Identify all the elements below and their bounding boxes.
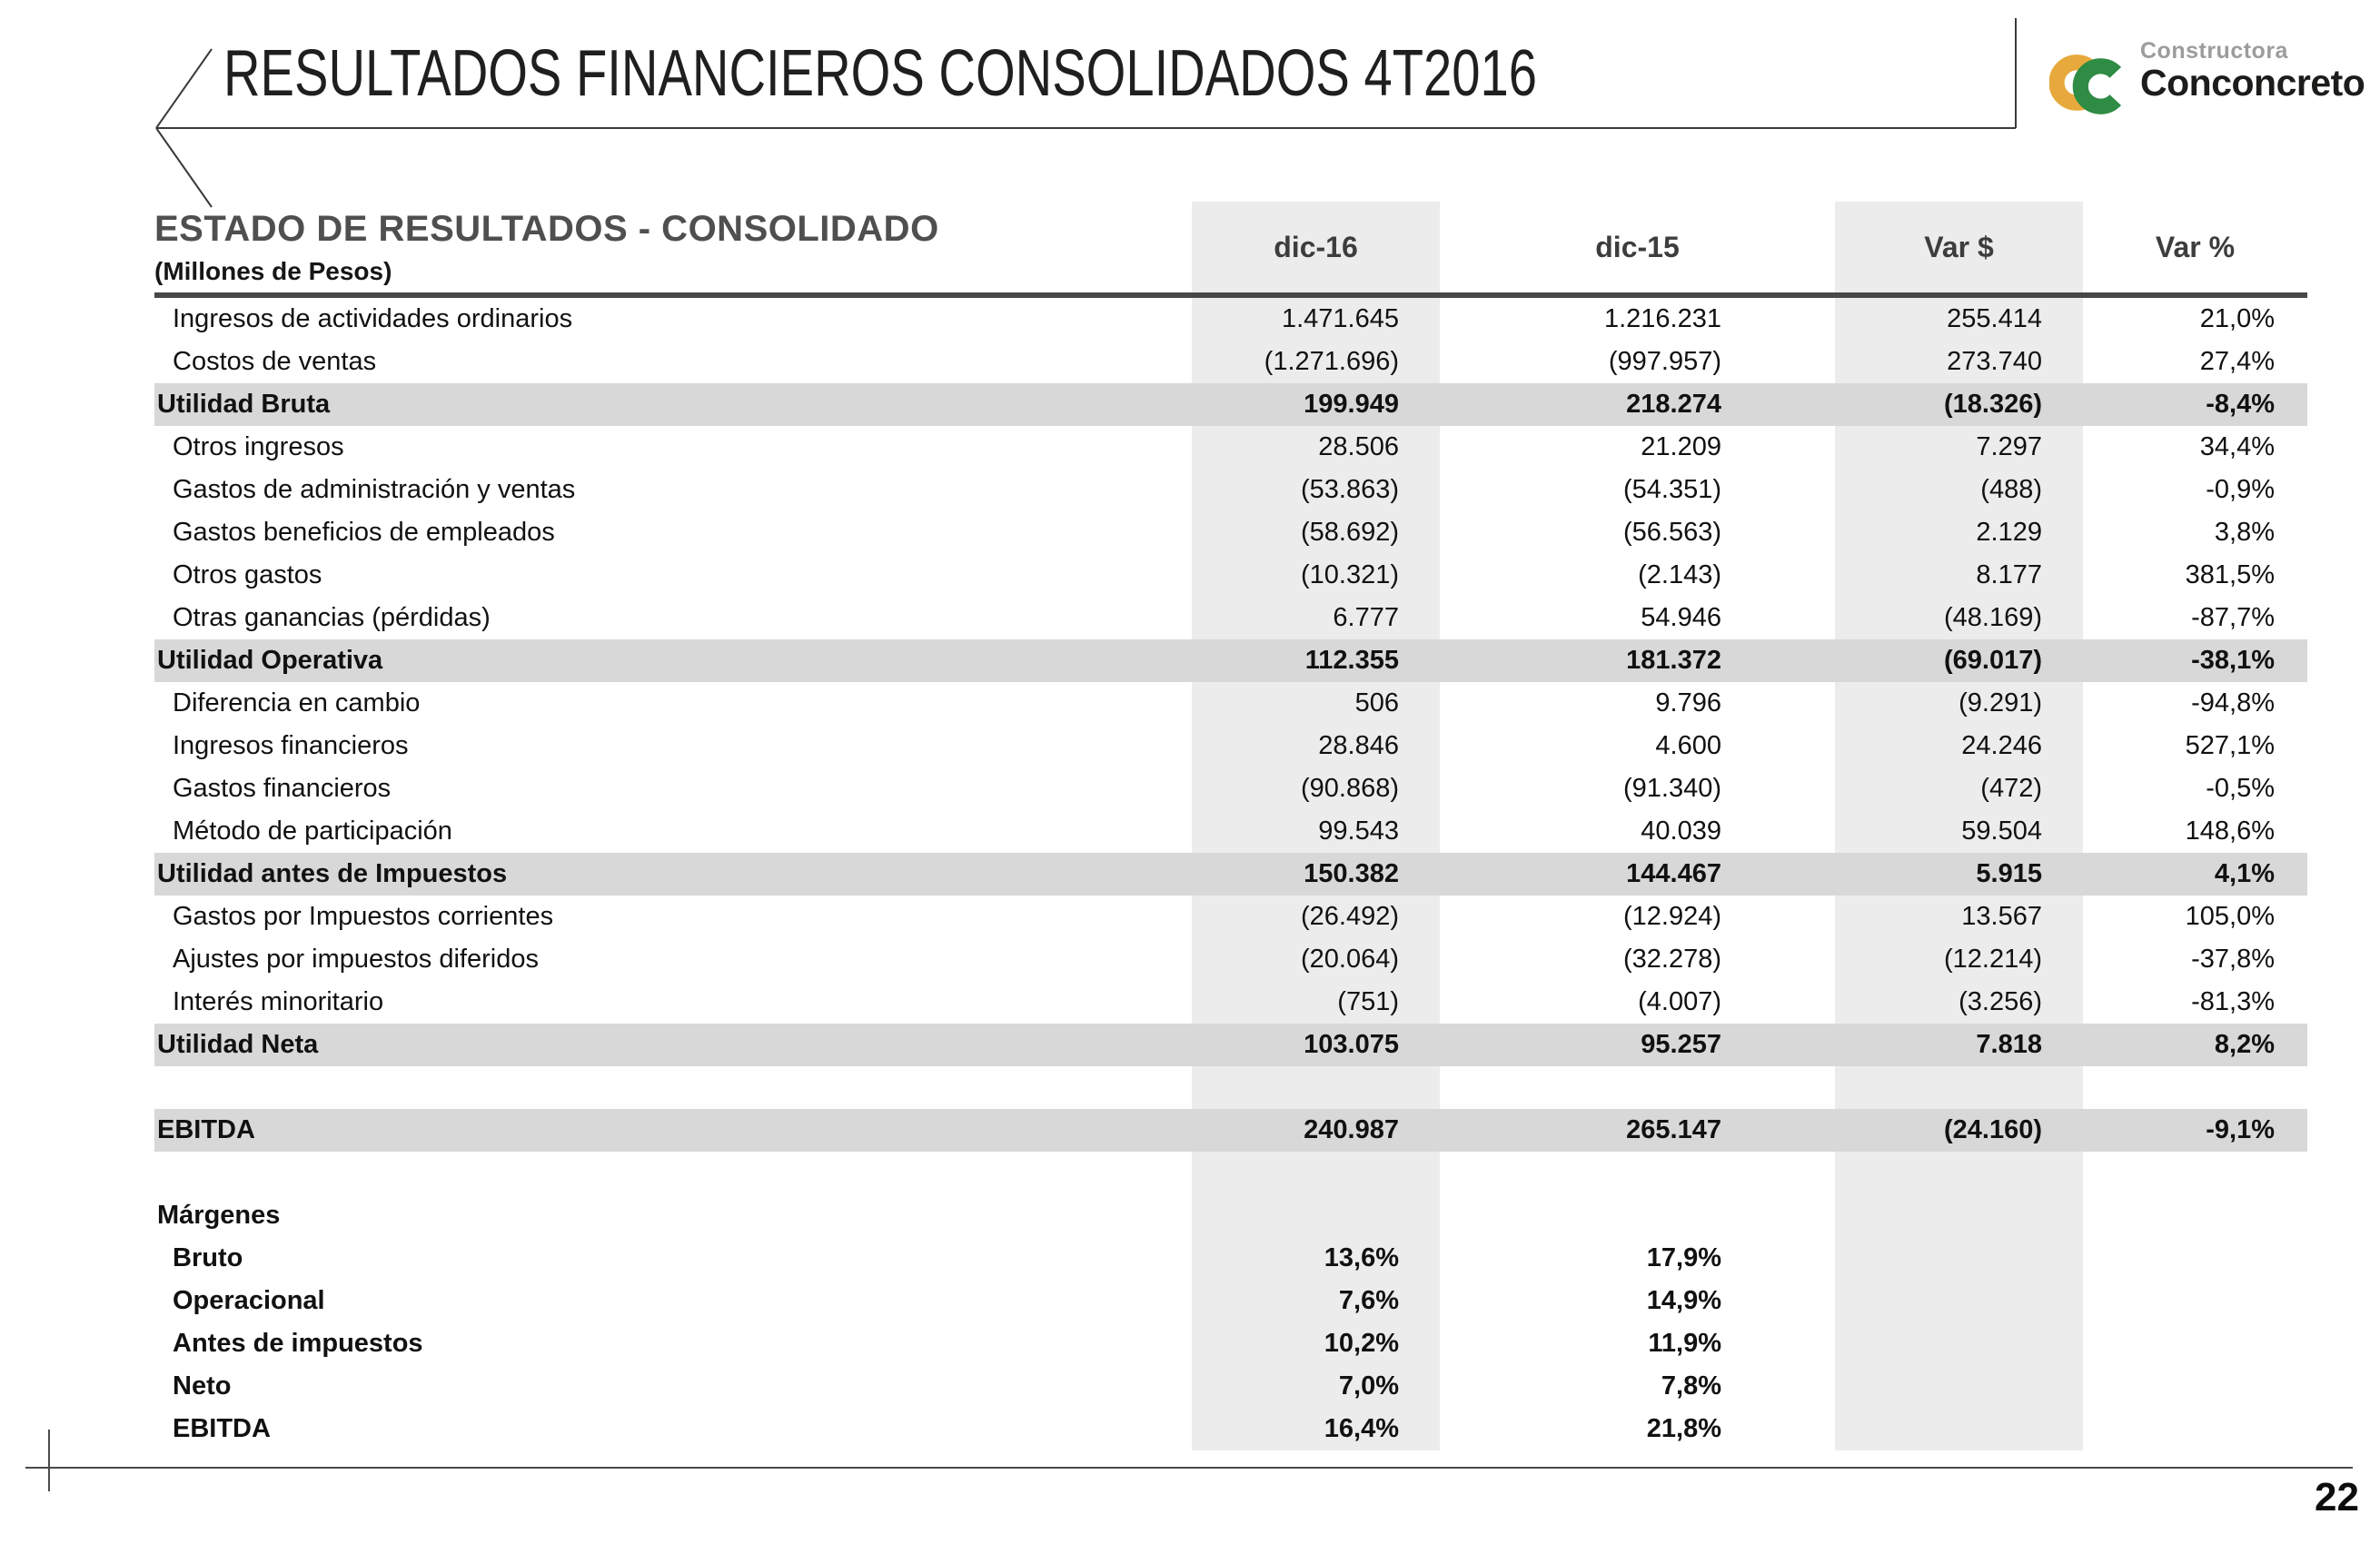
table-row (154, 1152, 2307, 1194)
row-label: Gastos financieros (173, 774, 392, 803)
cell-var-s: (48.169) (1835, 597, 2083, 639)
cell-var-p: -38,1% (2191, 646, 2275, 675)
cell-var-s (1835, 1408, 2083, 1450)
cell-var-s (1835, 1152, 2083, 1194)
cell-dic15: 218.274 (1626, 390, 1721, 419)
cell-dic15: (12.924) (1622, 902, 1721, 931)
cell-var-s (1835, 1066, 2083, 1109)
cell-var-s: (472) (1835, 767, 2083, 810)
cell-dic15: 95.257 (1641, 1030, 1721, 1059)
cell-var-s: (18.326) (1943, 390, 2042, 419)
cell-var-p (2083, 1194, 2307, 1237)
cell-var-p: 527,1% (2185, 731, 2275, 760)
cell-var-p: 3,8% (2214, 518, 2275, 547)
cell-var-s: 13.567 (1835, 896, 2083, 938)
cell-var-p: -87,7% (2191, 603, 2275, 632)
row-label: Costos de ventas (173, 347, 377, 376)
row-label: Ingresos de actividades ordinarios (173, 304, 573, 333)
cell-dic15: (56.563) (1622, 518, 1721, 547)
cell-var-p: -0,9% (2206, 475, 2275, 504)
logo-c-green (2080, 66, 2115, 106)
row-label: Diferencia en cambio (173, 688, 421, 718)
cell-var-p: 21,0% (2199, 304, 2275, 333)
cell-var-p: 27,4% (2199, 347, 2275, 376)
table-body (154, 298, 2307, 1450)
table-subtitle: (Millones de Pesos) (154, 256, 392, 285)
table-row (154, 511, 2307, 554)
cell-dic15: 54.946 (1641, 603, 1721, 632)
table-row (154, 1066, 2307, 1109)
row-label: Otros gastos (173, 560, 322, 589)
cell-dic16: (26.492) (1192, 896, 1440, 938)
cell-var-p: -9,1% (2206, 1115, 2275, 1144)
cell-dic15: 4.600 (1655, 731, 1721, 760)
cell-dic16: 28.506 (1192, 426, 1440, 469)
row-label: Bruto (173, 1243, 243, 1272)
cell-dic15: (32.278) (1622, 945, 1721, 974)
table-row (154, 725, 2307, 767)
cell-var-p: -81,3% (2191, 987, 2275, 1016)
table-row (154, 1280, 2307, 1322)
cell-dic16 (1192, 1152, 1440, 1194)
income-statement-table (154, 202, 2307, 1450)
cell-var-s: (69.017) (1943, 646, 2042, 675)
row-label: Gastos beneficios de empleados (173, 518, 555, 547)
table-row (154, 554, 2307, 597)
row-label: Utilidad Bruta (157, 390, 331, 419)
row-label: Gastos por Impuestos corrientes (173, 902, 554, 931)
cell-var-s (1835, 1237, 2083, 1280)
page-title (223, 36, 1537, 111)
cell-dic16: (58.692) (1192, 511, 1440, 554)
cell-var-s (1835, 1194, 2083, 1237)
table-row (154, 896, 2307, 938)
logo-cc-icon (2049, 38, 2137, 133)
cell-dic15: 9.796 (1655, 688, 1721, 718)
row-label: Ajustes por impuestos diferidos (173, 945, 539, 974)
column-header-var-p: Var % (2155, 230, 2236, 263)
cell-dic16: 10,2% (1192, 1322, 1440, 1365)
cell-var-s: 5.915 (1976, 859, 2042, 888)
table-row (154, 767, 2307, 810)
cell-var-s (1835, 1280, 2083, 1322)
cell-dic15: (997.957) (1608, 347, 1721, 376)
cell-var-s: 8.177 (1835, 554, 2083, 597)
cell-dic15: 1.216.231 (1603, 304, 1721, 333)
row-label: Operacional (173, 1286, 325, 1315)
company-logo (2049, 20, 2365, 133)
cell-dic16: 112.355 (1304, 646, 1399, 675)
cell-var-s: 24.246 (1835, 725, 2083, 767)
cell-dic15: 181.372 (1626, 646, 1721, 675)
cell-dic16: 506 (1192, 682, 1440, 725)
cell-dic15: 40.039 (1641, 817, 1721, 846)
cell-var-s: (3.256) (1835, 981, 2083, 1024)
cell-dic15: (54.351) (1622, 475, 1721, 504)
cell-dic16 (1192, 1066, 1440, 1109)
cell-dic15: 14,9% (1646, 1286, 1721, 1315)
cell-dic15: 21,8% (1646, 1414, 1721, 1443)
row-label: EBITDA (173, 1414, 271, 1443)
cell-var-s: (24.160) (1943, 1115, 2042, 1144)
cell-dic15 (1440, 1152, 1835, 1194)
cell-var-p (2083, 1152, 2307, 1194)
table-title: ESTADO DE RESULTADOS - CONSOLIDADO (154, 208, 939, 249)
table-row (154, 1109, 2307, 1152)
cell-dic15: 11,9% (1648, 1329, 1721, 1358)
cell-var-p: 34,4% (2199, 432, 2275, 461)
cell-var-s: 7.818 (1976, 1030, 2042, 1059)
cell-var-p: 4,1% (2214, 859, 2275, 888)
cell-var-p: 105,0% (2185, 902, 2275, 931)
row-label (154, 1066, 1192, 1109)
table-row (154, 383, 2307, 426)
cell-var-p (2083, 1365, 2307, 1408)
cell-dic16: 16,4% (1192, 1408, 1440, 1450)
cell-dic16: 6.777 (1192, 597, 1440, 639)
table-row (154, 639, 2307, 682)
row-label (154, 1152, 1192, 1194)
row-label: EBITDA (157, 1115, 255, 1144)
cell-dic16: 150.382 (1304, 859, 1399, 888)
row-label: Otras ganancias (pérdidas) (173, 603, 491, 632)
cell-var-p (2083, 1280, 2307, 1322)
cell-dic15: 17,9% (1646, 1243, 1721, 1272)
table-row (154, 469, 2307, 511)
column-header-dic16: dic-16 (1192, 202, 1440, 292)
cell-dic15: 265.147 (1626, 1115, 1721, 1144)
table-row (154, 810, 2307, 853)
table-row (154, 1237, 2307, 1280)
column-header-var-s: Var $ (1835, 202, 2083, 292)
row-label: Márgenes (157, 1201, 281, 1230)
cell-var-p: -94,8% (2191, 688, 2275, 718)
cell-dic16: 7,0% (1192, 1365, 1440, 1408)
cell-var-s (1835, 1322, 2083, 1365)
footer-line (25, 1467, 2353, 1469)
cell-dic16: 199.949 (1304, 390, 1399, 419)
table-header-row (154, 202, 2307, 298)
cell-dic16: (90.868) (1192, 767, 1440, 810)
cell-dic16: 7,6% (1192, 1280, 1440, 1322)
cell-dic16: 240.987 (1304, 1115, 1399, 1144)
cell-var-s: 2.129 (1835, 511, 2083, 554)
cell-dic16: (10.321) (1192, 554, 1440, 597)
cell-dic16: (1.271.696) (1192, 341, 1440, 383)
table-row (154, 853, 2307, 896)
cell-dic15: 7,8% (1661, 1371, 1721, 1400)
cell-var-s: 59.504 (1835, 810, 2083, 853)
row-label: Otros ingresos (173, 432, 344, 461)
cell-var-p (2083, 1322, 2307, 1365)
cell-var-s: (9.291) (1835, 682, 2083, 725)
row-label: Método de participación (173, 817, 452, 846)
table-row (154, 597, 2307, 639)
cell-var-s: (12.214) (1835, 938, 2083, 981)
cell-var-s: 7.297 (1835, 426, 2083, 469)
cell-var-p (2083, 1408, 2307, 1450)
row-label: Antes de impuestos (173, 1329, 423, 1358)
table-row (154, 981, 2307, 1024)
cell-var-s: 273.740 (1835, 341, 2083, 383)
cell-dic16: 28.846 (1192, 725, 1440, 767)
cell-var-p: -8,4% (2206, 390, 2275, 419)
table-row (154, 426, 2307, 469)
cell-dic16: 13,6% (1192, 1237, 1440, 1280)
table-row (154, 298, 2307, 341)
cell-dic15: (4.007) (1638, 987, 1721, 1016)
table-row (154, 938, 2307, 981)
cell-var-p: 8,2% (2214, 1030, 2275, 1059)
table-row (154, 1194, 2307, 1237)
row-label: Interés minoritario (173, 987, 384, 1016)
cell-dic15: (91.340) (1622, 774, 1721, 803)
cell-dic16: (20.064) (1192, 938, 1440, 981)
page-title-text: RESULTADOS FINANCIEROS CONSOLIDADOS 4T2016 (223, 37, 1537, 110)
row-label: Gastos de administración y ventas (173, 475, 576, 504)
row-label: Neto (173, 1371, 232, 1400)
row-label: Ingresos financieros (173, 731, 409, 760)
cell-var-p (2083, 1066, 2307, 1109)
cell-var-p: 148,6% (2185, 817, 2275, 846)
cell-dic16: 99.543 (1192, 810, 1440, 853)
footer-tick (48, 1430, 50, 1491)
row-label: Utilidad Operativa (157, 646, 383, 675)
cell-dic15 (1440, 1194, 1835, 1237)
cell-dic15 (1440, 1066, 1835, 1109)
table-row (154, 341, 2307, 383)
cell-dic16 (1192, 1194, 1440, 1237)
cell-var-p: 381,5% (2185, 560, 2275, 589)
logo-text-constructora: Constructora (2140, 38, 2288, 64)
cell-dic16: (53.863) (1192, 469, 1440, 511)
cell-dic16: (751) (1192, 981, 1440, 1024)
cell-dic15: 144.467 (1626, 859, 1721, 888)
cell-var-s: (488) (1835, 469, 2083, 511)
table-row (154, 1365, 2307, 1408)
logo-text-conconcreto: Conconcreto (2140, 62, 2365, 104)
table-title-block (154, 202, 1192, 292)
table-row (154, 1024, 2307, 1066)
logo-text (2140, 20, 2365, 104)
row-label: Utilidad antes de Impuestos (157, 859, 508, 888)
cell-dic15: (2.143) (1638, 560, 1721, 589)
cell-dic16: 1.471.645 (1192, 298, 1440, 341)
table-row (154, 1408, 2307, 1450)
table-row (154, 1322, 2307, 1365)
row-label: Utilidad Neta (157, 1030, 319, 1059)
cell-var-p: -37,8% (2191, 945, 2275, 974)
cell-var-s: 255.414 (1835, 298, 2083, 341)
cell-dic16: 103.075 (1304, 1030, 1399, 1059)
cell-dic15: 21.209 (1641, 432, 1721, 461)
page-number: 22 (2315, 1475, 2359, 1519)
column-header-dic15: dic-15 (1595, 230, 1680, 263)
cell-var-p (2083, 1237, 2307, 1280)
table-row (154, 682, 2307, 725)
cell-var-s (1835, 1365, 2083, 1408)
cell-var-p: -0,5% (2206, 774, 2275, 803)
